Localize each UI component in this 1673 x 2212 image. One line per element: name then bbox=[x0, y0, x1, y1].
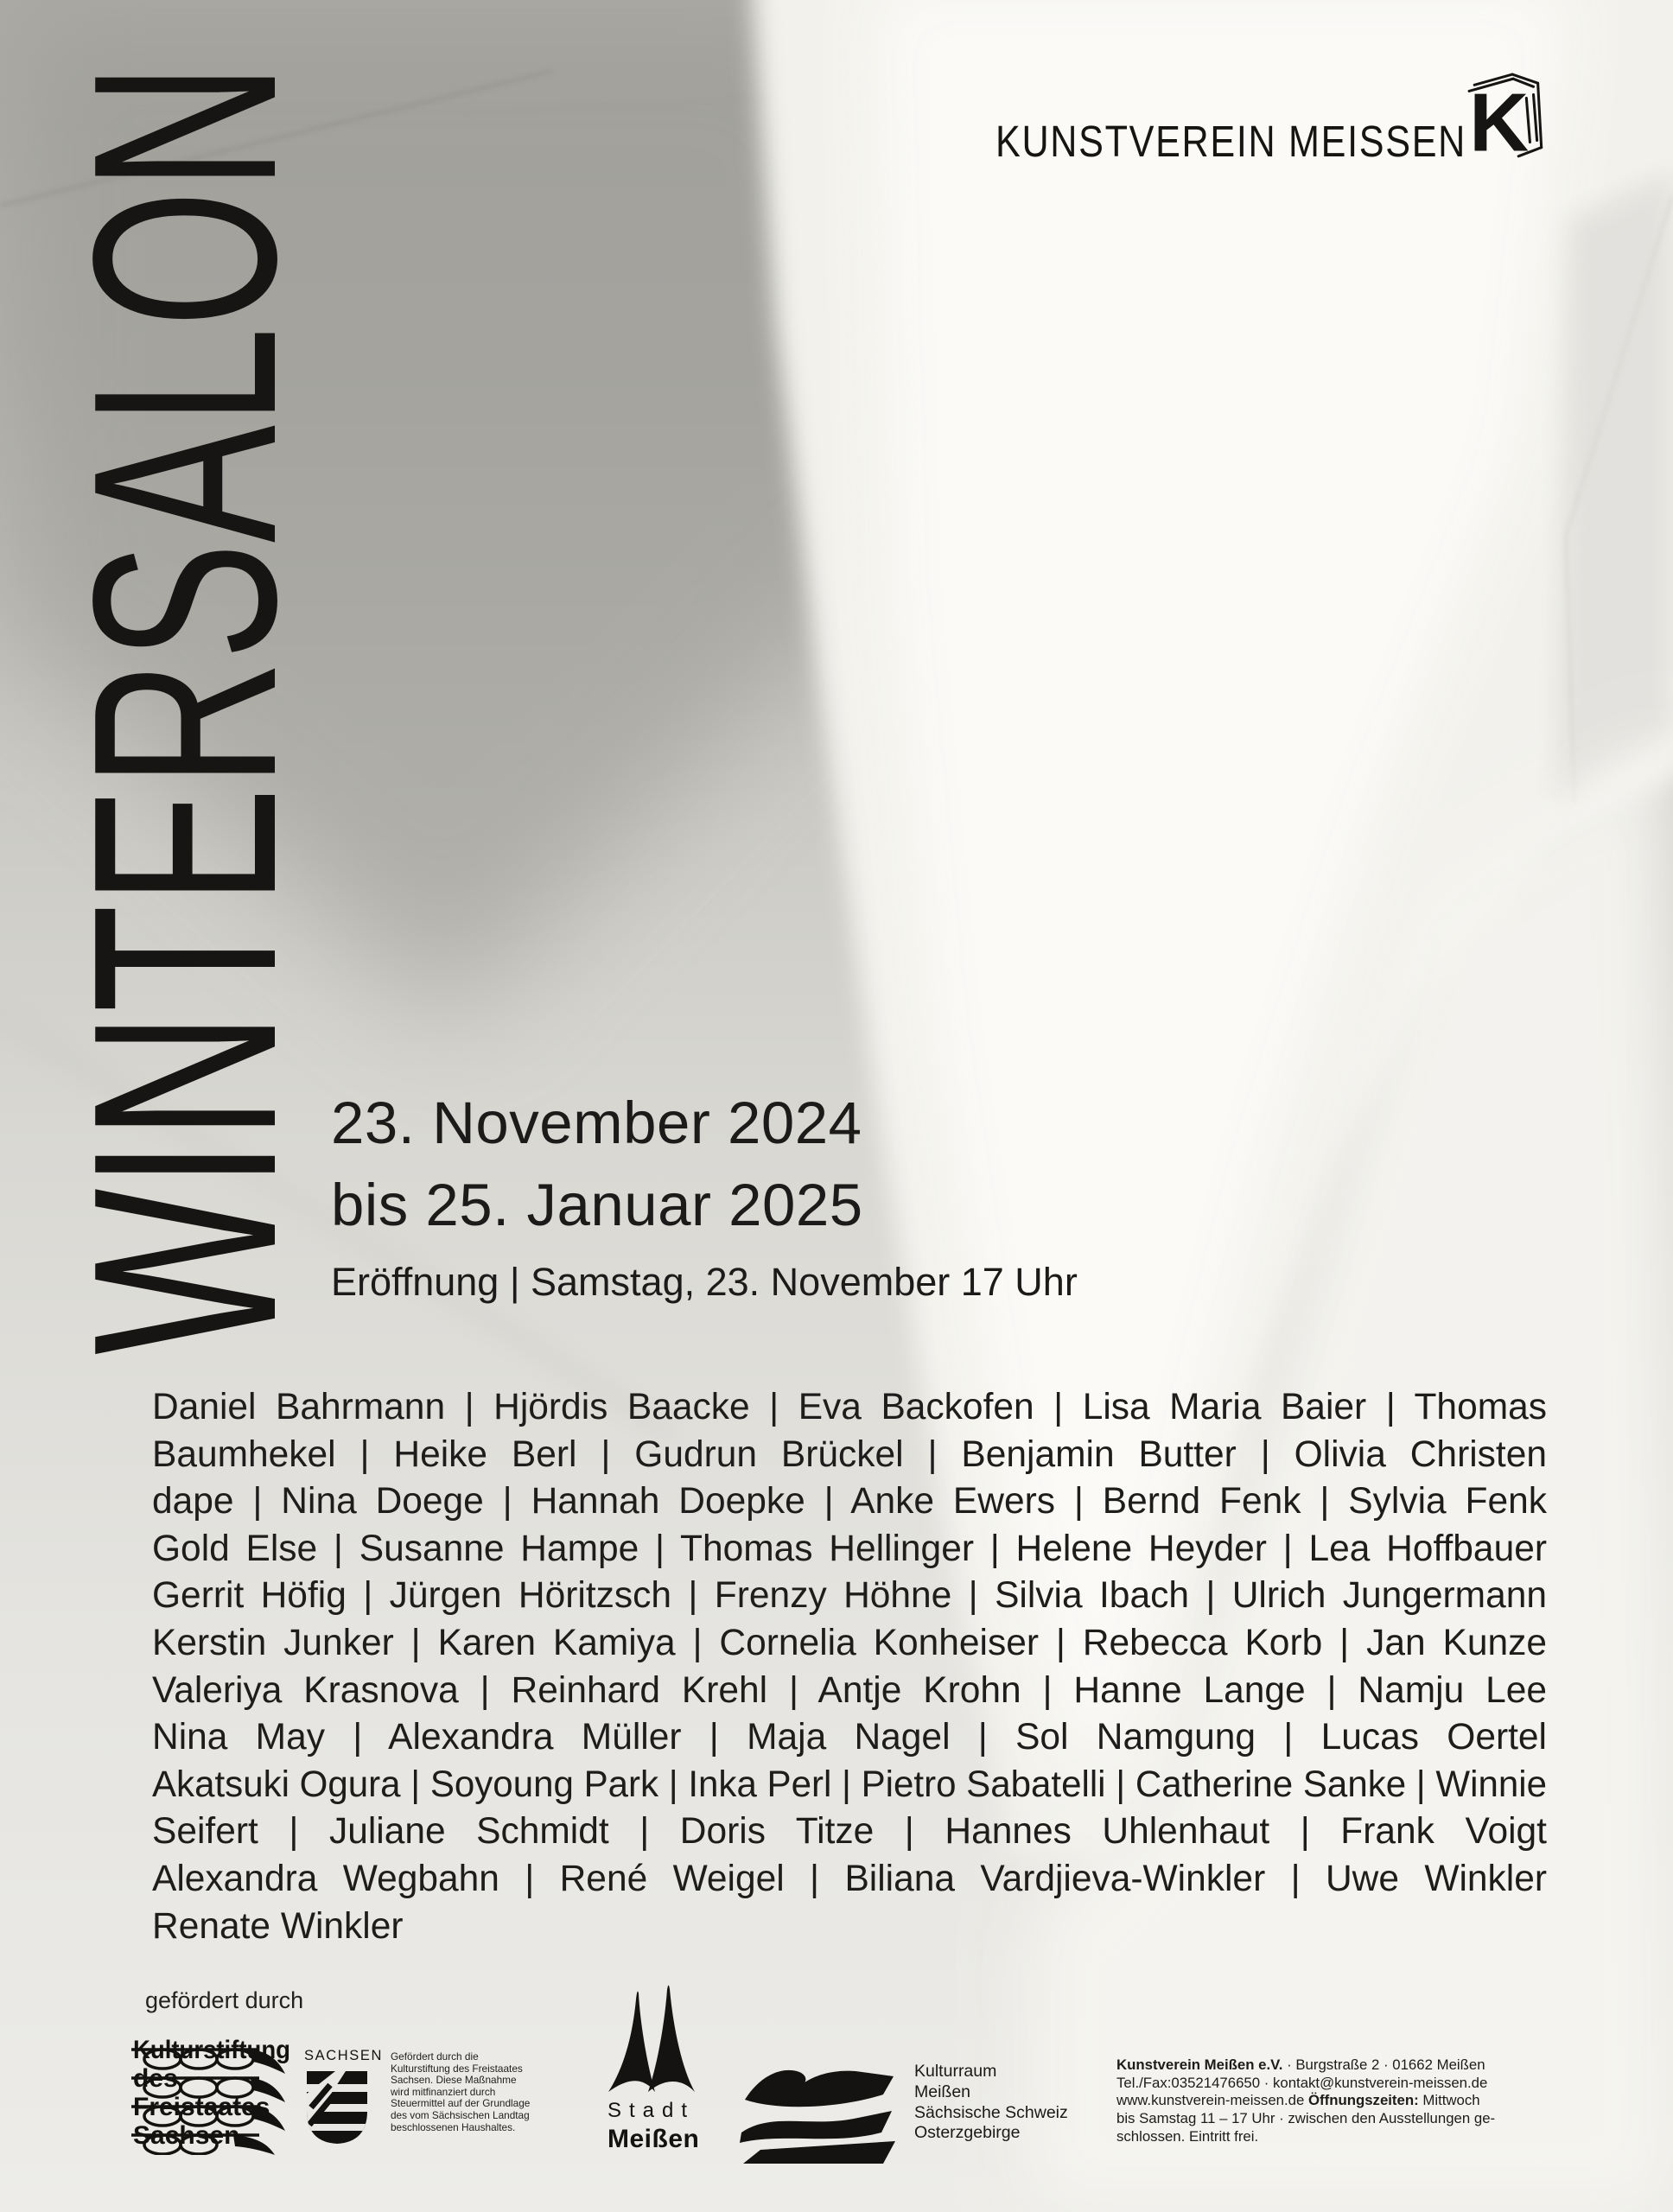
org-address: · Burgstraße 2 · 01662 Meißen bbox=[1282, 2056, 1485, 2073]
artist-line: Renate Winkler bbox=[152, 1905, 404, 1947]
funding-note-line: des vom Sächsischen Landtag bbox=[391, 2108, 530, 2121]
artist-line: Valeriya Krasnova | Reinhard Krehl | Antje Krohn | Hanne Lange | Namju Lee bbox=[152, 1669, 1547, 1711]
artist-line: Nina May | Alexandra Müller | Maja Nagel | Sol Namgung | Lucas Oertel bbox=[152, 1717, 1547, 1758]
funding-note-line: Sachsen. Diese Maßnahme bbox=[391, 2074, 517, 2087]
meissen-label: Meißen bbox=[607, 2125, 700, 2153]
artist-line: Akatsuki Ogura | Soyoung Park | Inka Perl | Pietro Sabatelli | Catherine Sanke | Winnie bbox=[152, 1764, 1547, 1805]
kulturraum-line: Osterzgebirge bbox=[914, 2123, 1021, 2143]
hours-label: Öffnungszeiten: bbox=[1307, 2092, 1419, 2109]
kulturstiftung-line: Freistaates bbox=[133, 2093, 270, 2121]
funding-note-line: Kulturstiftung des Freistaates bbox=[391, 2062, 523, 2075]
sachsen-crest-icon bbox=[304, 2069, 370, 2145]
artist-line: Gold Else | Susanne Hampe | Thomas Hellinger | Helene Heyder | Lea Hoffbauer bbox=[152, 1528, 1547, 1569]
svg-text:K: K bbox=[1469, 76, 1530, 164]
kulturraum-line: Sächsische Schweiz bbox=[914, 2102, 1068, 2122]
artist-line: Gerrit Höfig | Jürgen Höritzsch | Frenzy Höhne | Silvia Ibach | Ulrich Jungermann bbox=[152, 1575, 1547, 1617]
artist-line: dape | Nina Doege | Hannah Doepke | Anke Ewers | Bernd Fenk | Sylvia Fenk bbox=[152, 1481, 1547, 1522]
kulturraum-text bbox=[914, 2062, 1068, 2144]
artist-line: Kerstin Junker | Karen Kamiya | Cornelia Konheiser | Rebecca Korb | Jan Kunze bbox=[152, 1622, 1547, 1663]
kulturraum-line: Meißen bbox=[914, 2082, 971, 2101]
website: www.kunstverein-meissen.de bbox=[1116, 2092, 1308, 2109]
contact-line: Tel./Fax:03521476650 · kontakt@kunstverein-meissen.de bbox=[1116, 2074, 1488, 2091]
org-name: Kunstverein Meißen e.V. bbox=[1116, 2056, 1283, 2073]
sachsen-label: SACHSEN bbox=[304, 2048, 383, 2063]
exhibition-dates bbox=[331, 1082, 1078, 1305]
contact-line bbox=[1116, 2056, 1549, 2075]
contact-line: schlossen. Eintritt frei. bbox=[1116, 2127, 1259, 2145]
kulturstiftung-logo bbox=[130, 2036, 292, 2155]
brand-wordmark bbox=[996, 116, 1466, 164]
artist-line: Daniel Bahrmann | Hjördis Baacke | Eva Backofen | Lisa Maria Baier | Thomas bbox=[152, 1387, 1547, 1427]
contact-line bbox=[1116, 2092, 1549, 2110]
funding-note-line: beschlossenen Haushaltes. bbox=[391, 2120, 516, 2133]
artist-list bbox=[152, 1384, 1547, 1950]
km-logo-icon bbox=[1464, 71, 1555, 164]
contact-line: bis Samstag 11 – 17 Uhr · zwischen den Ausstellungen ge- bbox=[1116, 2110, 1496, 2127]
artist-line: Seifert | Juliane Schmidt | Doris Titze | Hannes Uhlenhaut | Frank Voigt bbox=[152, 1811, 1547, 1853]
kulturraum-line: Kulturraum bbox=[914, 2062, 997, 2081]
page-title: WINTERSALON bbox=[39, 62, 330, 1355]
funding-note-line: Gefördert durch die bbox=[391, 2050, 479, 2063]
date-start: 23. November 2024 bbox=[331, 1090, 862, 1156]
opening-info: Eröffnung | Samstag, 23. November 17 Uhr bbox=[331, 1260, 1078, 1304]
stadt-meissen-spires-icon bbox=[605, 1982, 702, 2093]
kulturstiftung-line: Kulturstiftung bbox=[133, 2036, 290, 2064]
hours-start: Mittwoch bbox=[1418, 2092, 1480, 2109]
artist-line: Baumhekel | Heike Berl | Gudrun Brückel | Benjamin Butter | Olivia Christen bbox=[152, 1433, 1547, 1475]
sachsen-logo bbox=[304, 2048, 382, 2145]
funding-note bbox=[391, 2051, 560, 2133]
kulturraum-waves-icon bbox=[740, 2058, 897, 2166]
contact-info bbox=[1116, 2056, 1549, 2146]
artist-line: Alexandra Wegbahn | René Weigel | Biliana Vardjieva-Winkler | Uwe Winkler bbox=[152, 1858, 1547, 1899]
stadt-label: Stadt bbox=[607, 2099, 696, 2122]
funding-note-line: Steuermittel auf der Grundlage bbox=[391, 2097, 531, 2110]
funding-note-line: wird mitfinanziert durch bbox=[391, 2085, 496, 2098]
brand-label: KUNSTVEREIN MEISSEN bbox=[996, 117, 1466, 166]
date-end: bis 25. Januar 2025 bbox=[331, 1172, 863, 1238]
kulturstiftung-line: des bbox=[133, 2064, 178, 2093]
kulturstiftung-line: Sachsen bbox=[133, 2121, 240, 2150]
funding-label: gefördert durch bbox=[145, 1987, 304, 2013]
